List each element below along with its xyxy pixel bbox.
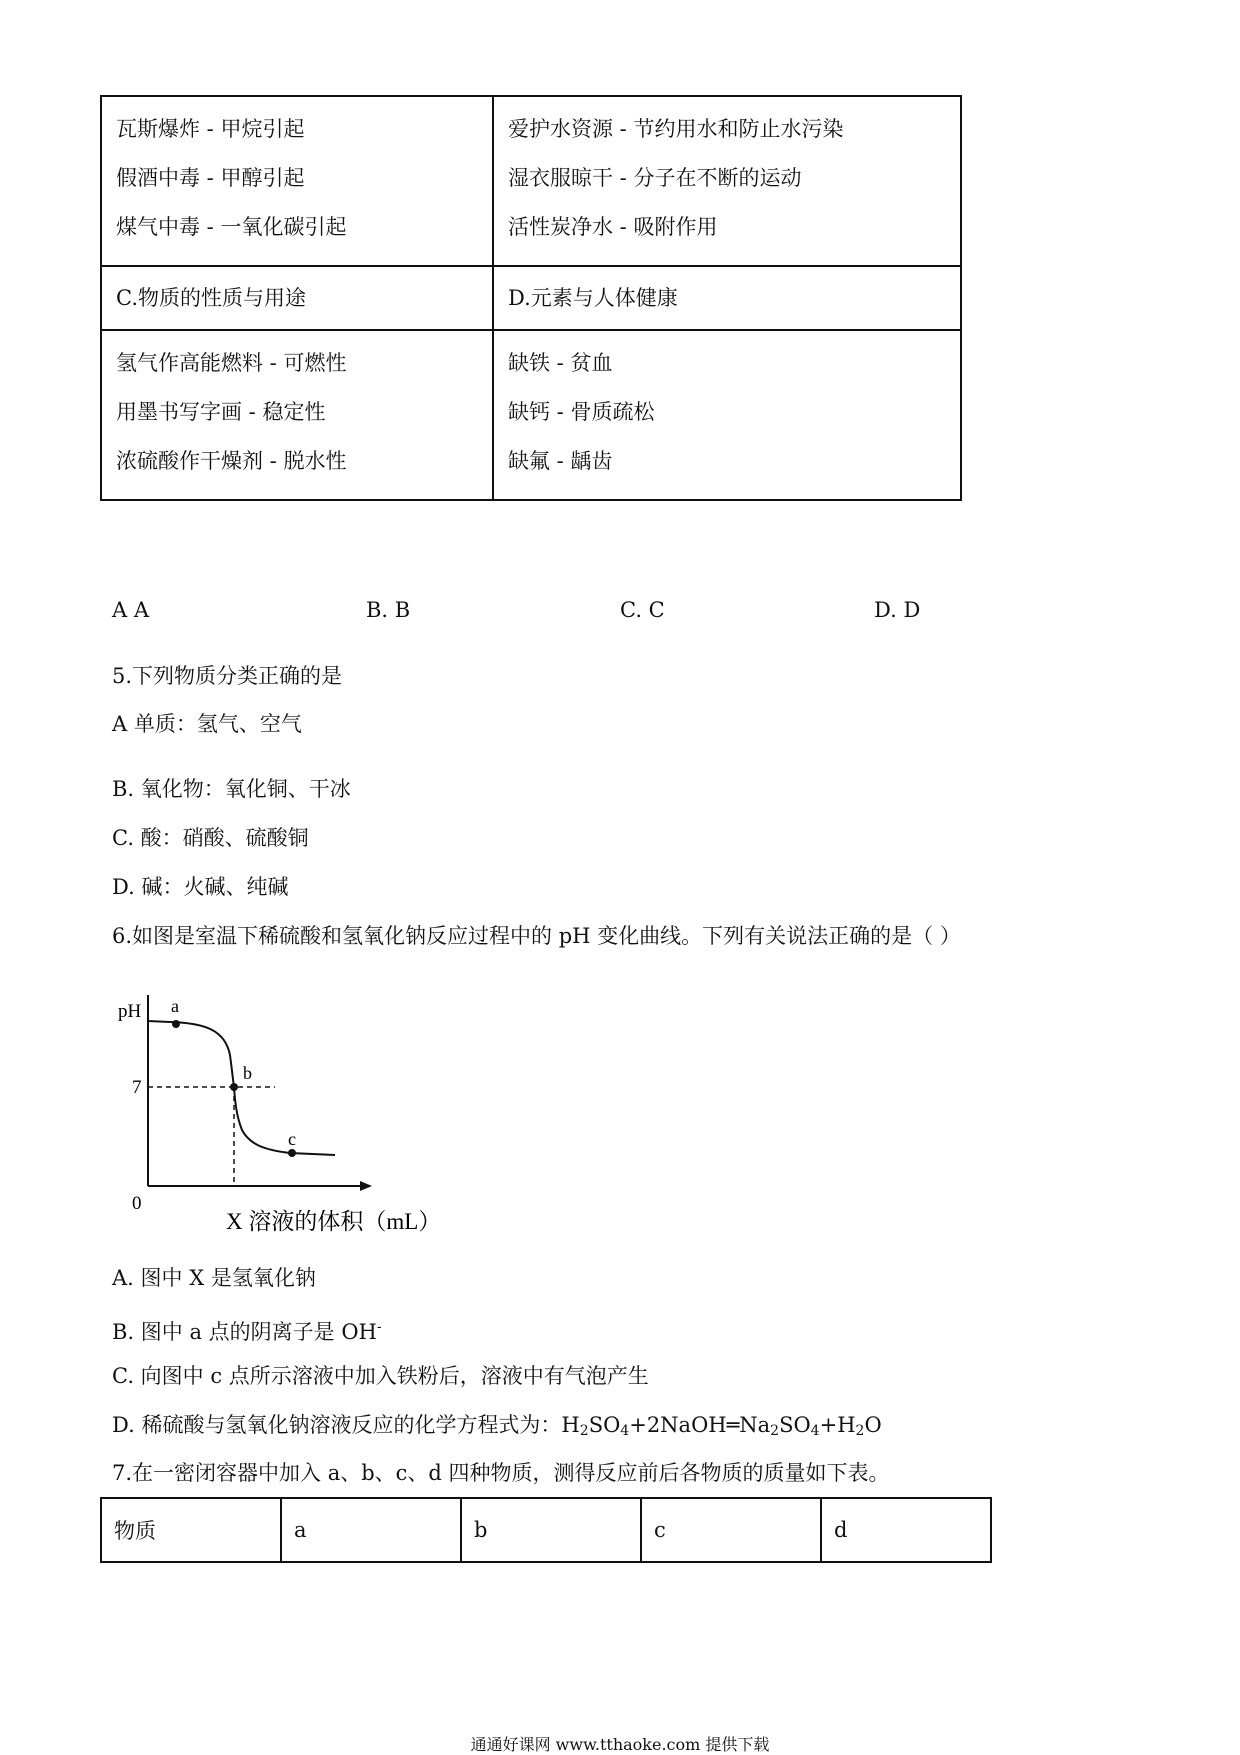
q7-table (100, 1497, 992, 1563)
q4-option-b[interactable]: B. B (366, 598, 411, 622)
eq-part-5: O (864, 1413, 882, 1437)
ph-curve-figure (110, 985, 470, 1240)
q5-option-b[interactable]: B. 氧化物：氧化铜、干冰 (112, 777, 351, 801)
x-axis-label: X 溶液的体积（mL） (226, 1209, 442, 1234)
q7-cell-a: a (281, 1498, 461, 1562)
q4-a-line-3: 煤气中毒 - 一氧化碳引起 (116, 215, 347, 239)
label-c: c (288, 1129, 296, 1149)
sub-2: 4 (620, 1423, 630, 1439)
q5-option-a[interactable]: A 单质：氢气、空气 (112, 712, 302, 736)
q6-option-b[interactable] (112, 1313, 382, 1346)
q7-cell-b: b (461, 1498, 641, 1562)
q4-a-line-2: 假酒中毒 - 甲醇引起 (116, 166, 305, 190)
label-b: b (243, 1063, 252, 1083)
eq-part-3: SO (779, 1413, 811, 1437)
eq-part-1: SO (588, 1413, 621, 1437)
q7-table-row (101, 1498, 991, 1562)
q5-stem: 5.下列物质分类正确的是 (112, 664, 343, 688)
q4-d-line-1: 缺铁 - 贫血 (508, 351, 613, 375)
sub-4: 4 (810, 1423, 820, 1439)
sub-1: 2 (579, 1423, 589, 1439)
page-footer: 通通好课网 www.tthaoke.com 提供下载 (470, 1735, 770, 1754)
sub-3: 2 (770, 1423, 780, 1439)
q4-option-c[interactable]: C. C (620, 598, 665, 622)
q7-stem: 7.在一密闭容器中加入 a、b、c、d 四种物质，测得反应前后各物质的质量如下表。 (112, 1461, 890, 1485)
x-axis-arrow (360, 1181, 372, 1191)
q7-cell-d: d (821, 1498, 991, 1562)
q4-header-d-text: D.元素与人体健康 (508, 286, 678, 310)
q7-cell-c: c (641, 1498, 821, 1562)
q4-header-c-text: C.物质的性质与用途 (116, 286, 306, 310)
q6-option-d-text: D. 稀硫酸与氢氧化钠溶液反应的化学方程式为：H (112, 1413, 580, 1437)
q4-cell-c (101, 330, 493, 500)
y-axis-label: pH (118, 1001, 142, 1022)
q4-header-d (493, 266, 961, 330)
origin-label: 0 (132, 1193, 142, 1214)
q4-a-line-1: 瓦斯爆炸 - 甲烷引起 (116, 117, 305, 141)
q4-header-c (101, 266, 493, 330)
point-c (288, 1149, 296, 1157)
q4-b-line-1: 爱护水资源 - 节约用水和防止水污染 (508, 117, 844, 141)
label-a: a (171, 996, 179, 1016)
eq-part-4: +H (819, 1413, 856, 1437)
q4-option-a[interactable]: A A (112, 598, 150, 622)
q4-b-line-3: 活性炭净水 - 吸附作用 (508, 215, 718, 239)
eq-part-2: +2NaOH═Na (629, 1413, 771, 1437)
q6-option-c[interactable]: C. 向图中 c 点所示溶液中加入铁粉后，溶液中有气泡产生 (112, 1364, 649, 1388)
q6-stem: 6.如图是室温下稀硫酸和氢氧化钠反应过程中的 pH 变化曲线。下列有关说法正确的是（ ） (112, 924, 961, 948)
sub-5: 2 (855, 1423, 865, 1439)
q4-cell-b (493, 96, 961, 266)
q6-option-b-text: B. 图中 a 点的阴离子是 OH (112, 1320, 377, 1344)
q7-cell-header: 物质 (101, 1498, 281, 1562)
q4-b-line-2: 湿衣服晾干 - 分子在不断的运动 (508, 166, 802, 190)
q6-option-b-charge: - (376, 1319, 382, 1335)
ph-curve (148, 1021, 335, 1155)
q6-option-a[interactable]: A. 图中 X 是氢氧化钠 (112, 1266, 316, 1290)
q4-option-d[interactable]: D. D (874, 598, 921, 622)
q4-cell-d (493, 330, 961, 500)
q4-c-line-2: 用墨书写字画 - 稳定性 (116, 400, 326, 424)
q5-option-d[interactable]: D. 碱：火碱、纯碱 (112, 875, 289, 899)
point-a (172, 1020, 180, 1028)
q4-table (100, 95, 962, 501)
q5-option-c[interactable]: C. 酸：硝酸、硫酸铜 (112, 826, 309, 850)
q4-cell-a (101, 96, 493, 266)
q4-c-line-1: 氢气作高能燃料 - 可燃性 (116, 351, 347, 375)
q4-d-line-3: 缺氟 - 龋齿 (508, 449, 613, 473)
y-tick-7: 7 (132, 1077, 142, 1098)
point-b (230, 1083, 238, 1091)
q6-option-d[interactable] (112, 1411, 882, 1445)
q4-d-line-2: 缺钙 - 骨质疏松 (508, 400, 655, 424)
q4-c-line-3: 浓硫酸作干燥剂 - 脱水性 (116, 449, 347, 473)
